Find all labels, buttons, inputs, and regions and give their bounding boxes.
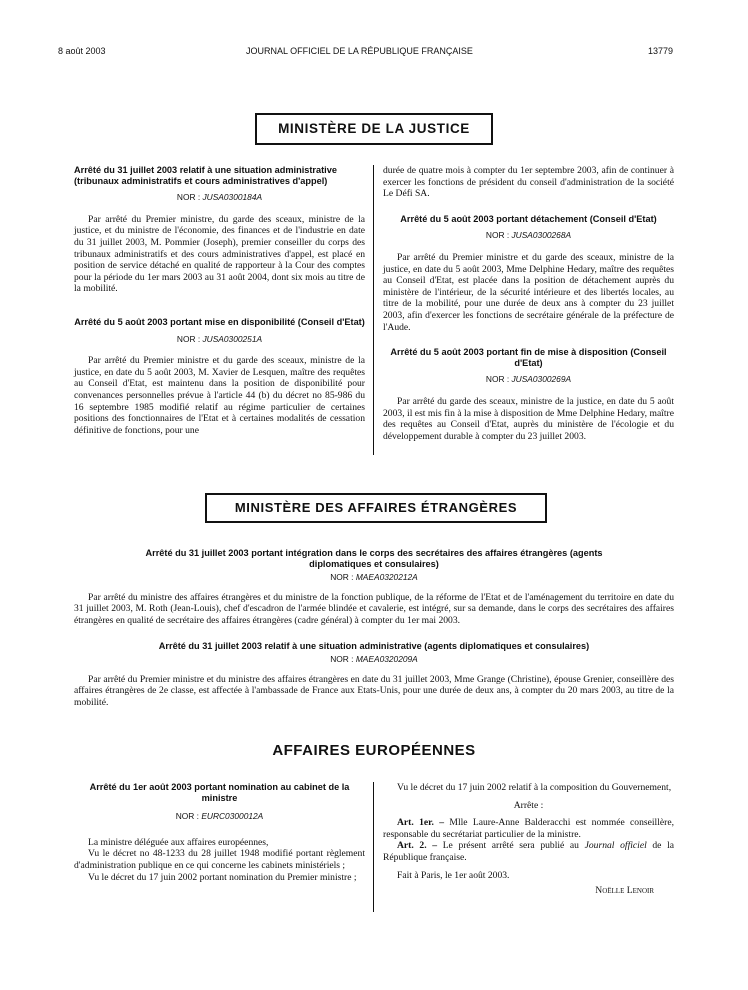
article-text: Vu le décret du 17 juin 2002 relatif à la composition du Gouvernement, (397, 782, 672, 793)
article-title: Arrêté du 31 juillet 2003 portant intégration dans le corps des secrétaires des affaires étrangères (agents diplomatiques et consulaires) (145, 548, 603, 569)
article-text: La ministre déléguée aux affaires européennes, (88, 836, 269, 848)
article-text: Par arrêté du Premier ministre et du garde des sceaux, ministre de la justice, en date du 5 août 2003, Mme Delphine Hedary, maître des requêtes au Conseil d'Etat, est placée dans la position de détachement auprès du ministère de l'intérieur, de la sécurité intérieure et des libertés locales, au titre de la mobilité, pour une durée de deux ans à compter du 23 juillet 2003, afin d'exercer les fonctions de secrétaire générale de la préfecture de l'Aude. (383, 251, 674, 333)
etrangeres-column (74, 548, 674, 709)
article-text: Vu le décret no 48-1233 du 28 juillet 1948 modifié portant règlement d'administration publique en ce qui concerne les cabinets ministériels ; (74, 848, 365, 871)
article-2: Art. 2. – Le présent arrêté sera publié au Journal officiel de la République française. (383, 840, 674, 863)
article-text-continued: durée de quatre mois à compter du 1er septembre 2003, afin de continuer à exercer les fonctions de président du conseil d'administration de la société Le Défi SA. (383, 165, 674, 200)
nor-reference: NOR : JUSA0300184A (176, 192, 263, 203)
article-title: Arrêté du 1er août 2003 portant nomination au cabinet de la ministre (89, 782, 350, 803)
header-journal: JOURNAL OFFICIEL DE LA RÉPUBLIQUE FRANÇAISE (246, 46, 473, 56)
section-title-justice: MINISTÈRE DE LA JUSTICE (255, 113, 493, 145)
nor-reference: NOR : JUSA0300269A (485, 374, 572, 385)
justice-left-column (74, 165, 365, 436)
header-page: 13779 (648, 46, 674, 56)
justice-right-column (383, 165, 674, 442)
nor-reference: NOR : EURC0300012A (175, 811, 264, 822)
article-text: Par arrêté du garde des sceaux, ministre de la justice, en date du 5 août 2003, il est mis fin à la mise à disposition de Mme Delphine Hedary, maître des requêtes au Conseil d'Etat, auprès du ministère de l'écologie et du développement durable à compter du 23 juillet 2003. (383, 395, 674, 442)
nor-reference: NOR : MAEA0320209A (330, 654, 418, 665)
fait-a-paris: Fait à Paris, le 1er août 2003. (397, 869, 510, 881)
nor-reference: NOR : MAEA0320212A (330, 572, 418, 583)
article-title: Arrêté du 31 juillet 2003 relatif à une situation administrative (tribunaux administratifs et cours administratives d'appel) (74, 165, 337, 186)
article-title: Arrêté du 5 août 2003 portant détachement (Conseil d'Etat) (400, 213, 657, 224)
section-title-etrangeres: MINISTÈRE DES AFFAIRES ÉTRANGÈRES (205, 493, 547, 523)
header-date: 8 août 2003 (58, 46, 106, 56)
article-text: Par arrêté du Premier ministre et du garde des sceaux, ministre de la justice, en date du 5 août 2003, M. Xavier de Lesquen, maître des requêtes au Conseil d'Etat, est maintenu dans la position de disponibilité pour convenances personnelles prévue à l'article 44 (b) du décret no 85-986 du 16 septembre 1985 modifié relatif au régime particulier de certaines positions des fonctionnaires de l'Etat et à certaines modalités de cessation définitive de fonctions, pour une (74, 355, 365, 436)
section-title-europeennes: AFFAIRES EUROPÉENNES (272, 742, 476, 759)
article-title: Arrêté du 5 août 2003 portant mise en disponibilité (Conseil d'Etat) (74, 316, 365, 327)
article-text: Par arrêté du ministre des affaires étrangères et du ministre de la fonction publique, de la réforme de l'Etat et de l'aménagement du territoire en date du 31 juillet 2003, M. Roth (Jean-Louis), chef d'escadron de l'armée blindée et cavalerie, est intégré, sur sa demande, dans le corps des secrétaires des affaires étrangères en qualité de secrétaire des affaires étrangères (cadre général) à compter du 1er mai 2003. (74, 591, 674, 626)
column-divider (373, 165, 374, 455)
europeennes-right-column (383, 782, 674, 897)
article-text: Vu le décret du 17 juin 2002 portant nomination du Premier ministre ; (88, 871, 357, 883)
article-1: Art. 1er. – Mlle Laure-Anne Balderacchi est nommée conseillère, responsable du secrétariat particulier de la ministre. (383, 817, 674, 840)
article-text: Par arrêté du Premier ministre et du ministre des affaires étrangères en date du 31 juillet 2003, Mme Grange (Christine), épouse Grenier, conseillère des affaires étrangères de 2e classe, est affectée à l'ambassade de France aux Etats-Unis, pour une durée de deux ans, à compter du 20 mars 2003, au titre de la mobilité. (74, 673, 674, 708)
article-text: Par arrêté du Premier ministre, du garde des sceaux, ministre de la justice, et du ministre de l'économie, des finances et de l'industrie en date du 31 juillet 2003, M. Pommier (Joseph), premier conseiller du corps des tribunaux administratifs et des cours administratives d'appel, est placé en position de service détaché en qualité de rapporteur à la Cour des comptes pour la période du 1er mars 2003 au 31 août 2004, dont six mois au titre de la mobilité. (74, 213, 365, 295)
article-title: Arrêté du 5 août 2003 portant fin de mise à disposition (Conseil d'Etat) (390, 347, 667, 368)
nor-reference: NOR : JUSA0300268A (485, 230, 572, 241)
nor-reference: NOR : JUSA0300251A (176, 333, 263, 344)
europeennes-left-column (74, 782, 365, 883)
arrete-label: Arrête : (513, 799, 544, 811)
signature: Noëlle Lenoir (595, 885, 654, 897)
article-title: Arrêté du 31 juillet 2003 relatif à une situation administrative (agents diplomatiques et consulaires) (158, 640, 590, 651)
column-divider (373, 782, 374, 912)
